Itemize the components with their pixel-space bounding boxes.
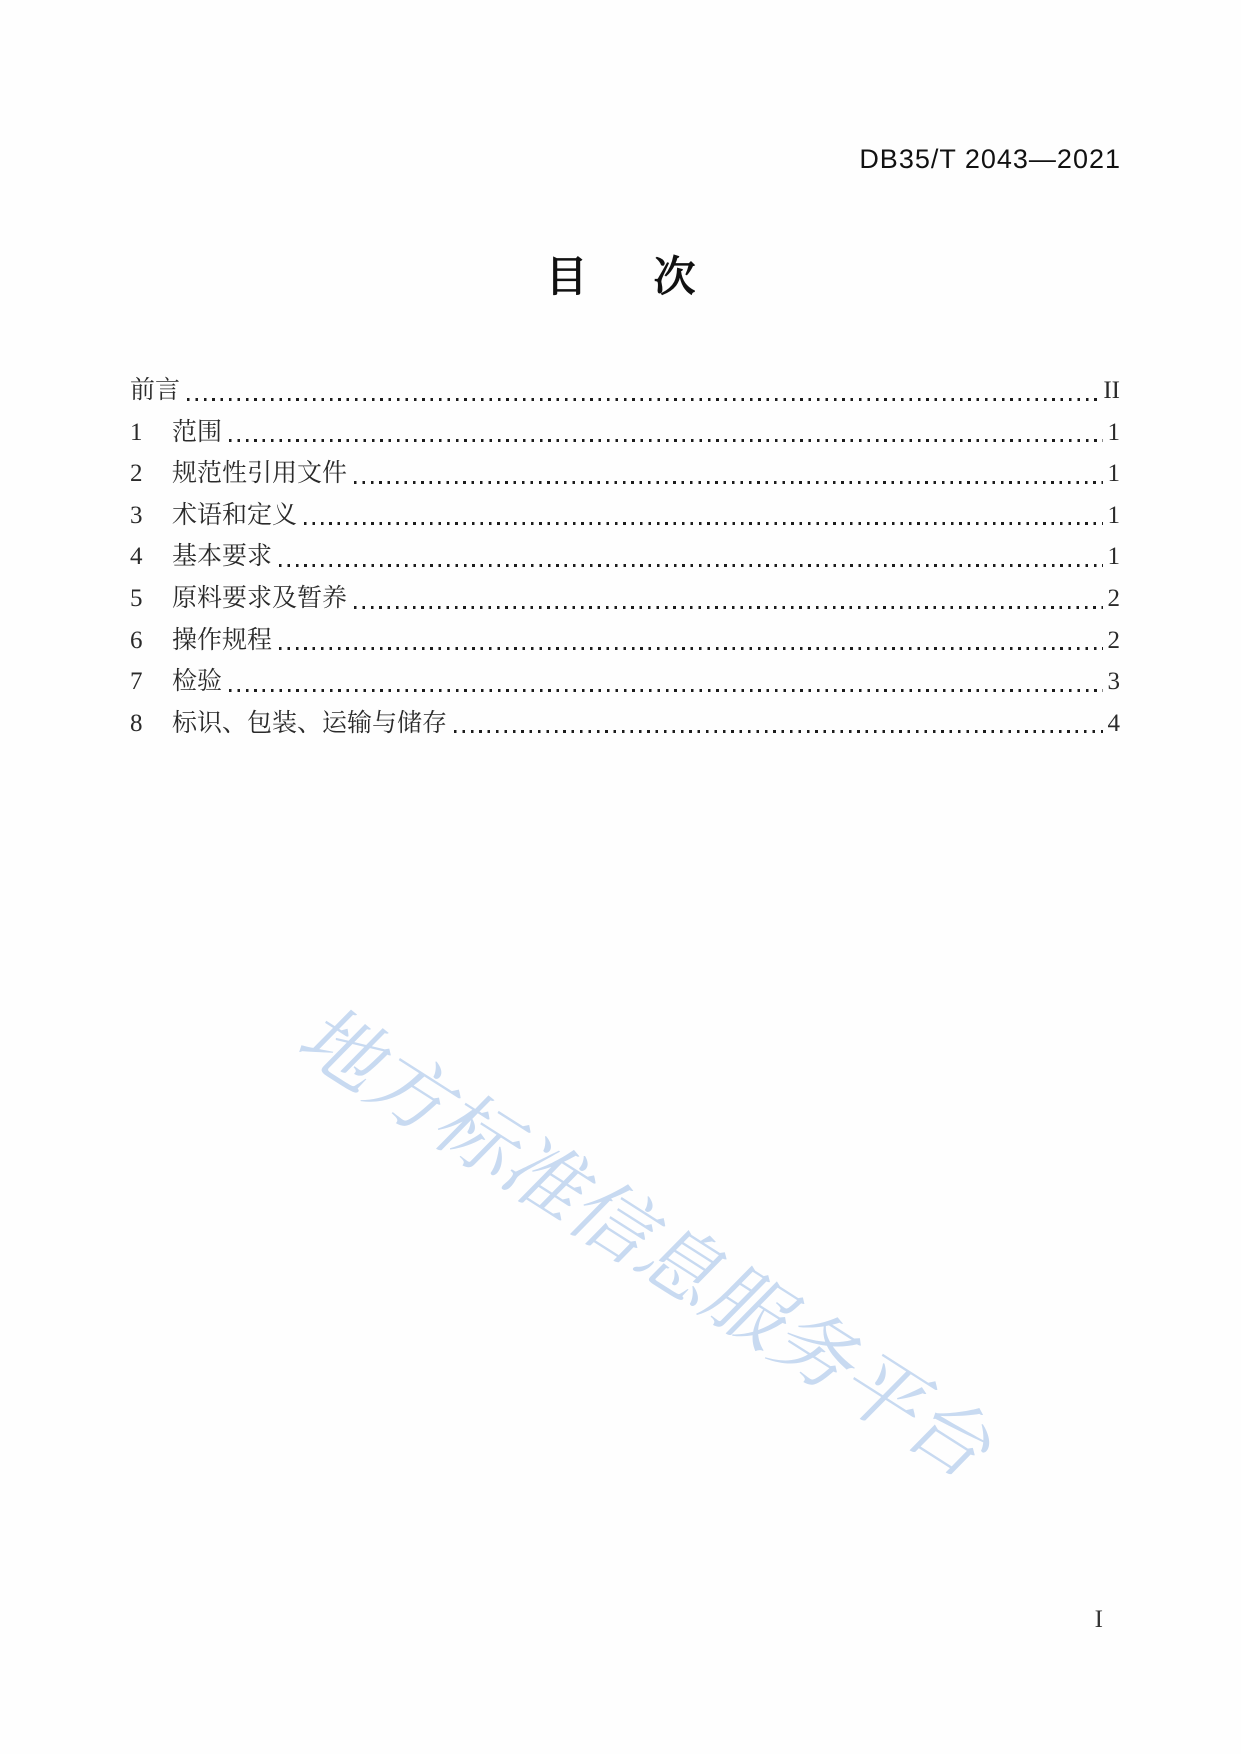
page-title-char-right: 次 — [653, 253, 696, 300]
dot-leader — [354, 606, 1102, 609]
toc-entry-page: 3 — [1107, 668, 1120, 696]
toc-row-2 — [130, 453, 1120, 495]
page-title — [0, 252, 1241, 302]
toc-row-3 — [130, 495, 1120, 537]
toc-row-foreword — [130, 370, 1120, 412]
dot-leader — [229, 689, 1102, 692]
dot-leader — [354, 481, 1102, 484]
toc-row-7 — [130, 661, 1120, 703]
toc-entry-label: 术语和定义 — [172, 501, 298, 529]
dot-leader — [279, 647, 1102, 650]
toc-entry-page: 2 — [1107, 626, 1120, 654]
toc-row-8 — [130, 703, 1120, 745]
toc-entry-number: 1 — [130, 418, 143, 446]
toc-entry-number: 3 — [130, 501, 143, 529]
toc-entry-number: 6 — [130, 626, 143, 654]
toc-entry-page: 2 — [1107, 584, 1120, 612]
toc-row-4 — [130, 536, 1120, 578]
table-of-contents — [130, 370, 1120, 744]
toc-entry-label: 规范性引用文件 — [172, 460, 348, 488]
dot-leader — [279, 564, 1102, 567]
toc-entry-label: 标识、包装、运输与储存 — [172, 709, 448, 737]
toc-entry-page: 1 — [1107, 418, 1120, 446]
toc-entry-label: 操作规程 — [172, 626, 273, 654]
toc-entry-label: 范围 — [172, 418, 223, 446]
standard-code: DB35/T 2043—2021 — [859, 144, 1121, 174]
toc-entry-page: 1 — [1107, 460, 1120, 488]
toc-entry-label: 基本要求 — [172, 543, 273, 571]
toc-row-1 — [130, 412, 1120, 454]
diagonal-watermark: 地方标准信息服务平台 — [280, 999, 1018, 1494]
toc-row-5 — [130, 578, 1120, 620]
toc-entry-page: 4 — [1107, 709, 1120, 737]
toc-entry-number: 8 — [130, 709, 143, 737]
toc-entry-label: 前言 — [130, 377, 181, 404]
dot-leader — [304, 522, 1102, 525]
toc-entry-number: 2 — [130, 460, 143, 488]
dot-leader — [229, 439, 1102, 442]
toc-entry-number: 5 — [130, 584, 143, 612]
toc-entry-label: 检验 — [172, 668, 223, 696]
toc-row-6 — [130, 620, 1120, 662]
toc-entry-label: 原料要求及暂养 — [172, 584, 348, 612]
toc-entry-number: 4 — [130, 543, 143, 571]
dot-leader — [187, 398, 1098, 401]
toc-entry-number: 7 — [130, 668, 143, 696]
page-number: I — [1094, 1606, 1103, 1633]
toc-entry-page: II — [1103, 377, 1120, 404]
toc-entry-page: 1 — [1107, 501, 1120, 529]
dot-leader — [454, 730, 1102, 733]
page-title-char-left: 目 — [545, 253, 588, 300]
toc-entry-page: 1 — [1107, 543, 1120, 571]
